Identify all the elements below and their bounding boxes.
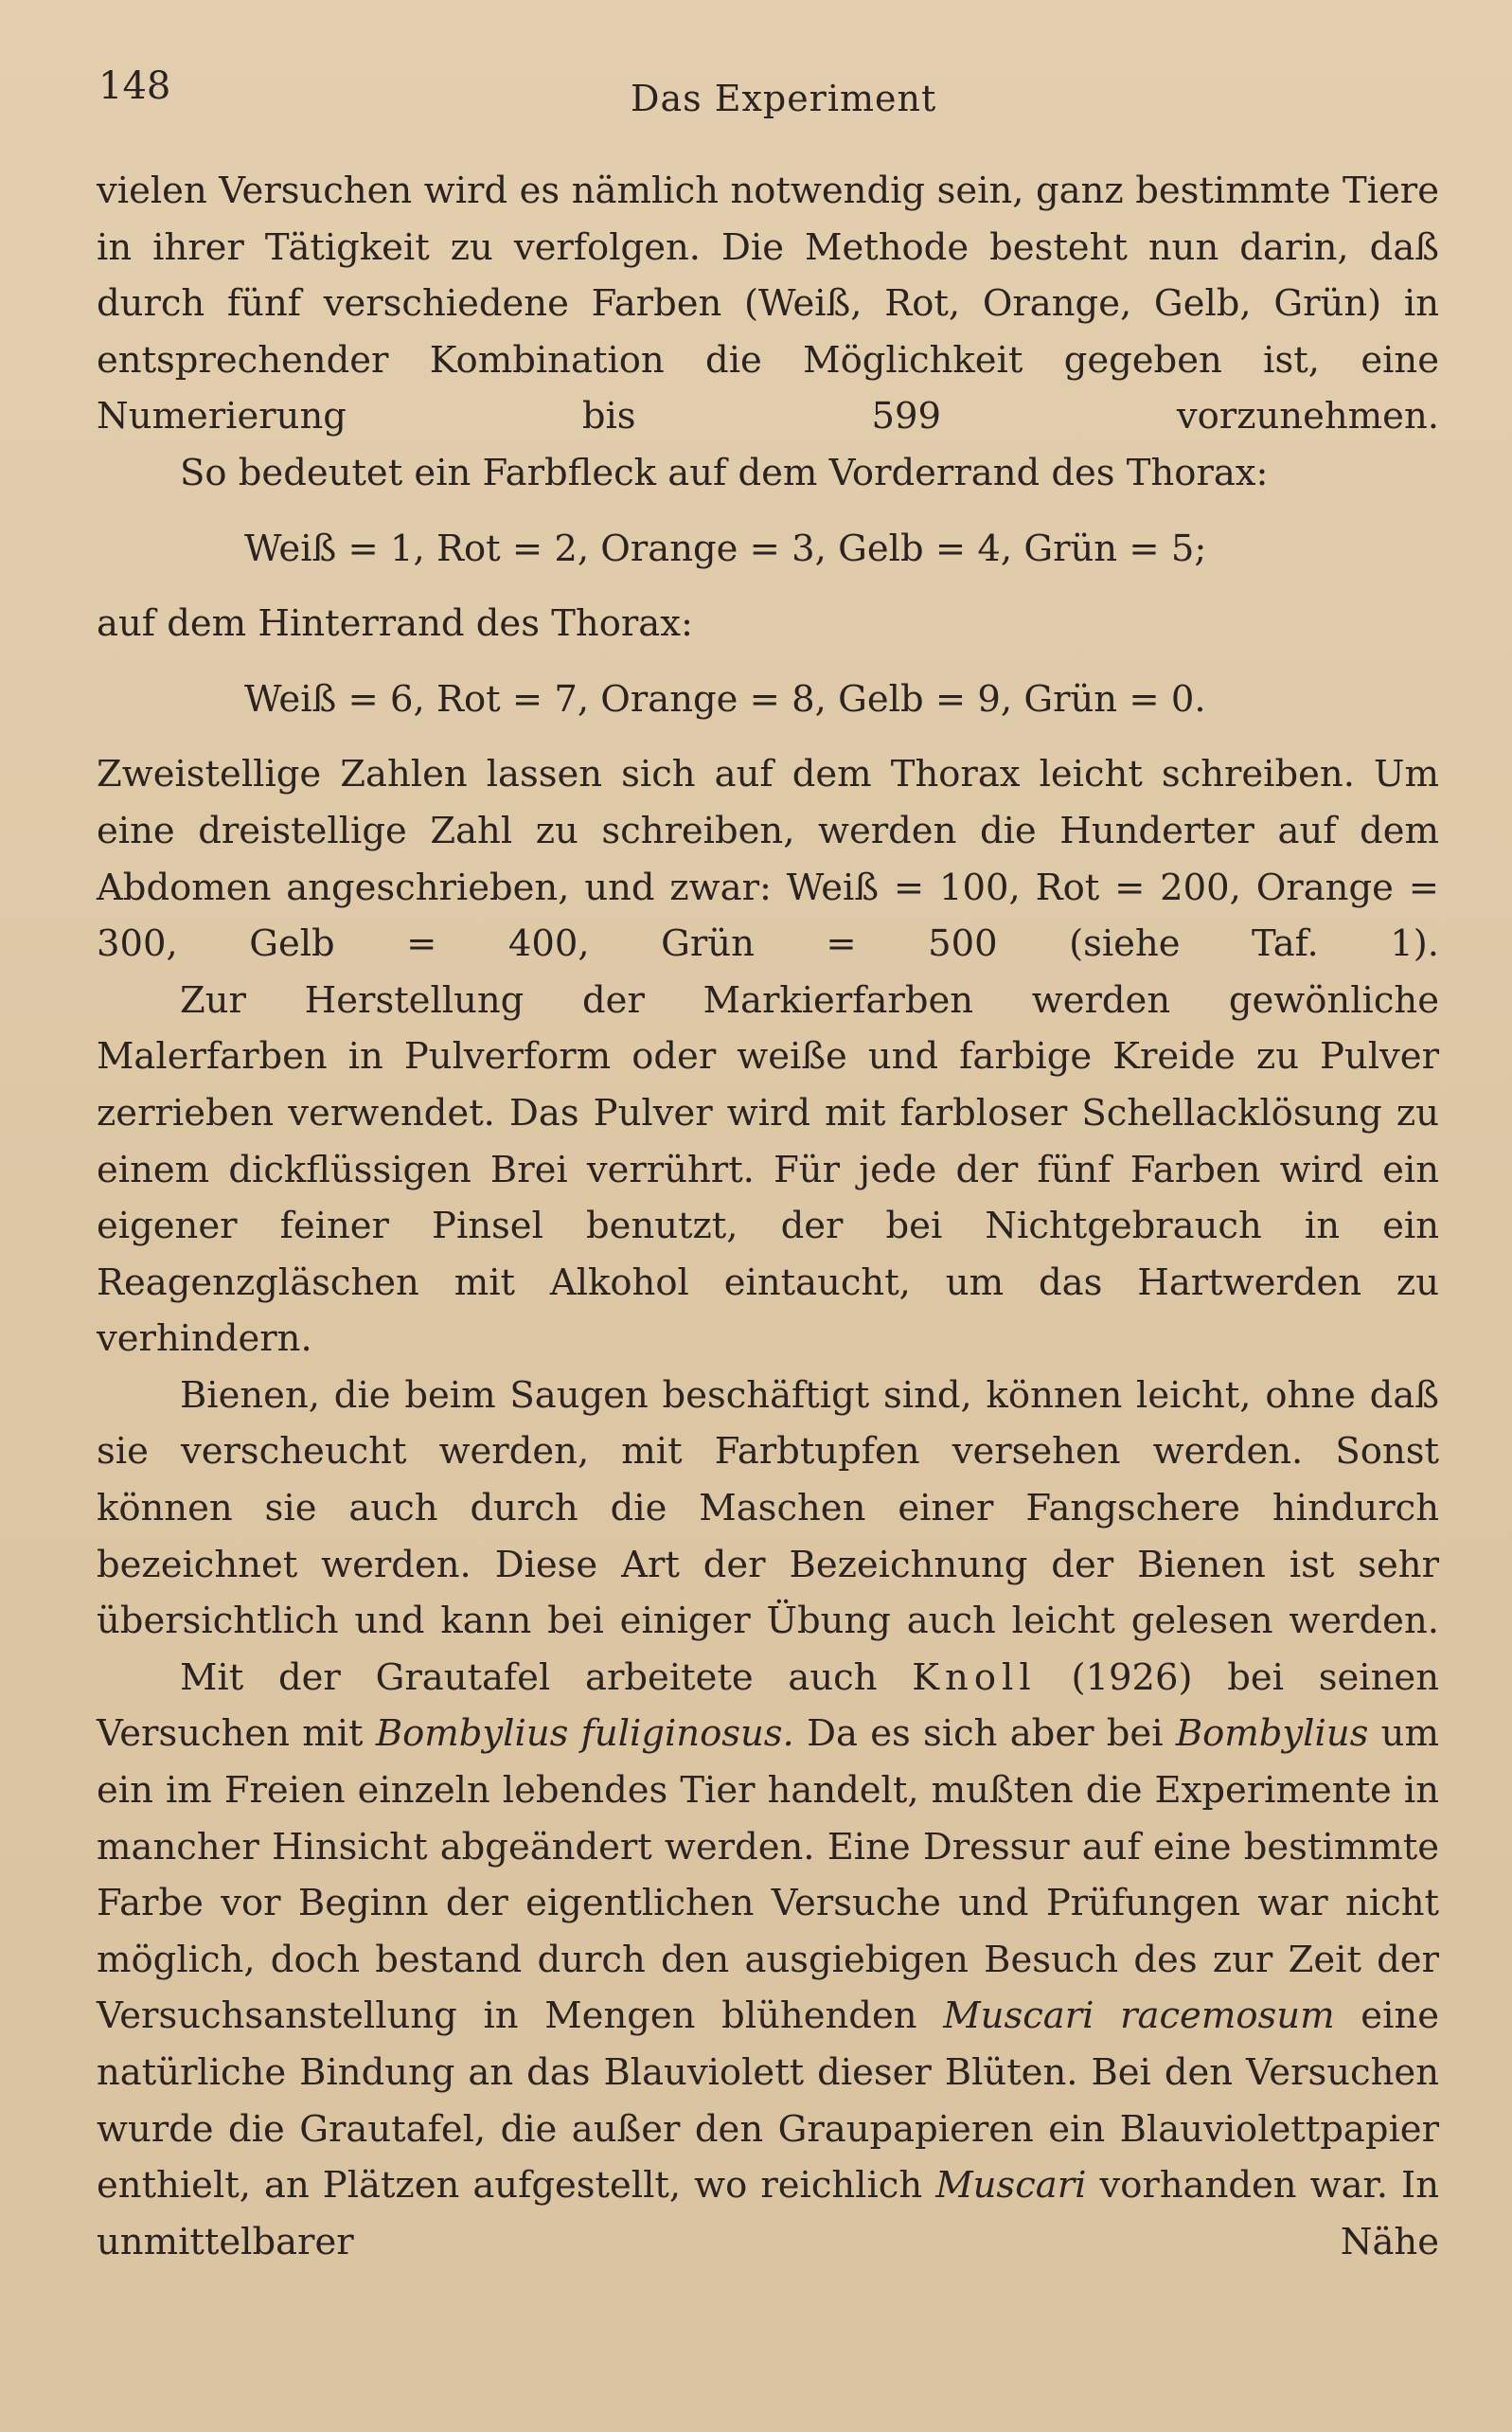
paragraph-7-text-b: (1926) bei seinen Versuchen mit [97,1655,1439,1756]
paragraph-1: vielen Versuchen wird es nämlich notwendig sein, ganz bestimmte Tiere in ihrer Tätigkeit zu verfolgen. Die Methode besteht nun darin, daß durch fünf verschiedene Farben (Weiß, Rot, Orange, Gelb, Grün) in entsprechender Kombination die Möglichkeit gegeben ist, eine Numerierung bis 599 vorzunehmen. [97,170,1439,438]
paragraph-7-text-d: um ein im Freien einzeln lebendes Tier handelt, mußten die Experimente in mancher Hinsicht abgeändert werden. Eine Dressur auf eine bestimmte Farbe vor Beginn der eigentlichen Versuche und Prüfungen war nicht möglich, doch bestand durch den ausgiebigen Besuch des zur Zeit der Versuchsanstellung in Mengen blühenden [97,1712,1439,2038]
genus-name: Muscari [935,2164,1087,2208]
paragraph-7-text-f: vorhanden war. In unmittelbarer Nähe [97,2164,1439,2263]
paragraph-7-text-e: eine natürliche Bindung an das Blauviolett dieser Blüten. Bei den Versuchen wurde die Grautafel, die außer den Graupapieren ein Blauviolettpapier enthielt, an Plätzen aufgestellt, wo reichlich [97,1994,1439,2208]
running-title: Das Experiment [631,78,937,119]
equation-rear-margin: Weiß = 6, Rot = 7, Orange = 8, Gelb = 9, Grün = 0. [244,677,1206,721]
paragraph-7 [97,1650,1439,2271]
genus-name: Bombylius [1175,1712,1369,1756]
equation-front-margin: Weiß = 1, Rot = 2, Orange = 3, Gelb = 4, Grün = 5; [244,527,1207,570]
paragraph-2: So bedeutet ein Farbfleck auf dem Vorderrand des Thorax: [180,451,1269,494]
body-text [97,163,1439,2270]
paragraph-7-text-a: Mit der Grautafel arbeitete auch [180,1655,878,1699]
paragraph-6: Bienen, die beim Saugen beschäftigt sind, können leicht, ohne daß sie verscheucht werden, mit Farbtupfen versehen werden. Sonst können sie auch durch die Maschen einer Fangschere hindurch bezeichnet werden. Diese Art der Bezeichnung der Bienen ist sehr übersichtlich und kann bei einiger Übung auch leicht gelesen werden. [97,1373,1439,1643]
paragraph-7-text-c: Da es sich aber bei [807,1712,1164,1756]
paragraph-4: Zweistellige Zahlen lassen sich auf dem Thorax leicht schreiben. Um eine dreistellige Zahl zu schreiben, werden die Hunderter auf dem Abdomen angeschrieben, und zwar: Weiß = 100, Rot = 200, Orange = 300, Gelb = 400, Grün = 500 (siehe Taf. 1). [97,753,1439,966]
species-name: Bombylius fuliginosus. [375,1712,794,1756]
paragraph-3: auf dem Hinterrand des Thorax: [97,602,693,646]
page-header [0,64,1512,131]
page-number: 148 [98,64,171,108]
paragraph-5: Zur Herstellung der Markierfarben werden gewönliche Malerfarben in Pulverform oder weiße und farbige Kreide zu Pulver zerrieben verwendet. Das Pulver wird mit farbloser Schellacklösung zu einem dickflüssigen Brei verrührt. Für jede der fünf Farben wird ein eigener feiner Pinsel benutzt, der bei Nichtgebrauch in ein Reagenzgläschen mit Alkohol eintaucht, um das Hartwerden zu verhindern. [97,978,1439,1361]
author-name: Knoll [912,1655,1037,1699]
species-name: Muscari racemosum [943,1994,1335,2038]
